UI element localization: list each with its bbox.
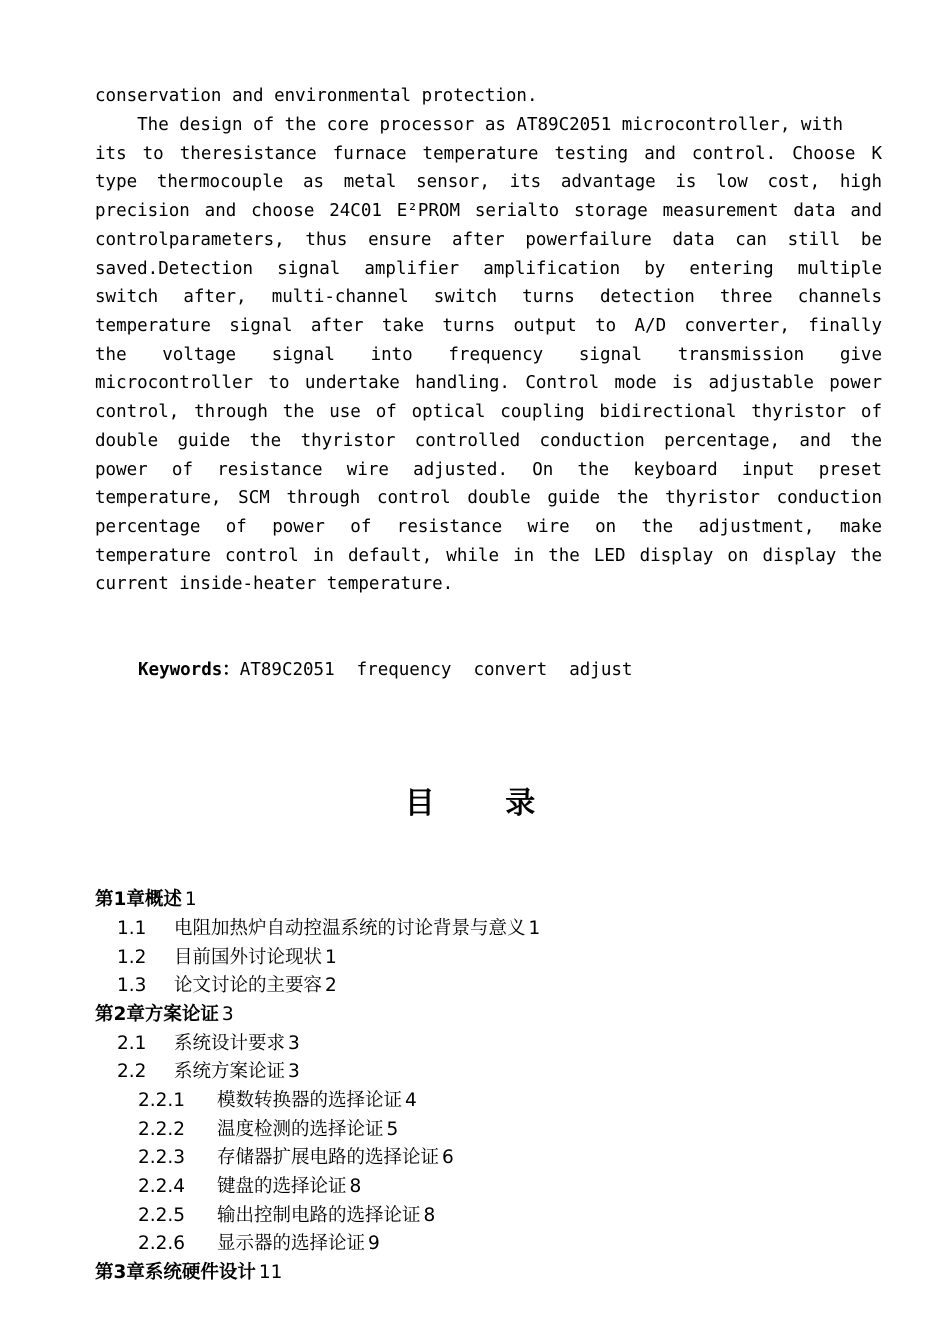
toc-number: 第2章 (95, 1004, 145, 1025)
toc-text: 输出控制电路的选择论证 (217, 1205, 421, 1226)
toc-page-number: 3 (288, 1033, 300, 1054)
toc-number: 2.2.2 (138, 1119, 186, 1140)
toc-text: 论文讨论的主要容 (174, 975, 323, 996)
abstract-line: switch after, multi-channel switch turns detection three channels (95, 287, 882, 307)
toc-text: 目前国外讨论现状 (174, 947, 323, 968)
toc-number: 1.3 (117, 975, 147, 996)
toc-subsection[interactable] (138, 1202, 435, 1230)
toc-subsection[interactable] (138, 1173, 361, 1201)
toc-page-number: 3 (221, 1004, 234, 1025)
abstract-line: precision and choose 24C01 E²PROM serialto storage measurement data and (95, 201, 882, 221)
toc-subsection[interactable] (138, 1144, 454, 1172)
toc-page-number: 8 (423, 1205, 436, 1226)
abstract-line: temperature, SCM through control double guide the thyristor conduction (95, 488, 882, 508)
toc-text: 方案论证 (144, 1004, 219, 1025)
toc-section[interactable] (117, 915, 540, 943)
toc-page-number: 1 (528, 918, 541, 939)
toc-text: 系统设计要求 (174, 1033, 286, 1054)
abstract-line: percentage of power of resistance wire on the adjustment, make (95, 517, 882, 537)
toc-number: 2.2.6 (138, 1233, 186, 1254)
toc-subsection[interactable] (138, 1230, 380, 1258)
toc-page-number: 1 (325, 947, 337, 968)
toc-subsection[interactable] (138, 1087, 417, 1115)
toc-page-number: 8 (349, 1176, 362, 1197)
toc-text: 温度检测的选择论证 (217, 1119, 384, 1140)
toc-number: 2.2.4 (138, 1176, 186, 1197)
toc-page-number: 9 (368, 1233, 380, 1254)
toc-chapter[interactable] (95, 1259, 282, 1287)
abstract-line: type thermocouple as metal sensor, its advantage is low cost, high (95, 172, 882, 192)
abstract-line: temperature control in default, while in the LED display on display the (95, 546, 882, 566)
toc-page-number: 1 (184, 889, 197, 910)
toc-section[interactable] (117, 1030, 300, 1058)
keyword: adjust (569, 660, 633, 680)
toc-text: 模数转换器的选择论证 (217, 1090, 403, 1111)
abstract-line: current inside-heater temperature. (95, 574, 454, 594)
toc-page-number: 5 (386, 1119, 399, 1140)
toc-page-number: 2 (325, 975, 337, 996)
abstract-line: double guide the thyristor controlled conduction percentage, and the (95, 431, 882, 451)
toc-number: 1.2 (117, 947, 147, 968)
toc-text: 键盘的选择论证 (217, 1176, 347, 1197)
toc-number: 2.2.3 (138, 1147, 186, 1168)
abstract-line: its to theresistance furnace temperature testing and control. Choose K (95, 144, 882, 164)
toc-page-number: 11 (258, 1262, 283, 1283)
abstract-line: The design of the core processor as AT89C2051 microcontroller, with (95, 115, 844, 135)
toc-subsection[interactable] (138, 1116, 398, 1144)
toc-number: 第1章 (95, 889, 145, 910)
abstract-line: temperature signal after take turns output to A/D converter, finally (95, 316, 882, 336)
abstract-line: saved.Detection signal amplifier amplification by entering multiple (95, 259, 882, 279)
keyword: AT89C2051 (239, 660, 335, 680)
keyword: convert (473, 660, 548, 680)
abstract-line: controlparameters, thus ensure after powerfailure data can still be (95, 230, 882, 250)
abstract-line: power of resistance wire adjusted. On the keyboard input preset (95, 460, 882, 480)
toc-section[interactable] (117, 1058, 300, 1086)
toc-number: 2.1 (117, 1033, 147, 1054)
toc-section[interactable] (117, 944, 337, 972)
toc-text: 存储器扩展电路的选择论证 (217, 1147, 440, 1168)
toc-page-number: 3 (288, 1061, 300, 1082)
abstract-line: microcontroller to undertake handling. Control mode is adjustable power (95, 373, 882, 393)
toc-chapter[interactable] (95, 886, 197, 914)
toc-section[interactable] (117, 972, 337, 1000)
toc-number: 2.2.1 (138, 1090, 186, 1111)
toc-page-number: 4 (405, 1090, 417, 1111)
toc-number: 1.1 (117, 918, 147, 939)
toc-text: 电阻加热炉自动控温系统的讨论背景与意义 (174, 918, 526, 939)
toc-page-number: 6 (442, 1147, 454, 1168)
abstract-line: the voltage signal into frequency signal transmission give (95, 345, 882, 365)
keywords-line (138, 656, 632, 685)
toc-text: 系统硬件设计 (144, 1262, 256, 1283)
abstract-line: control, through the use of optical coupling bidirectional thyristor of (95, 402, 882, 422)
toc-text: 概述 (144, 889, 182, 910)
keyword: frequency (356, 660, 452, 680)
keywords-label: Keywords： (138, 660, 240, 680)
abstract-line: conservation and environmental protection. (95, 86, 538, 106)
toc-number: 第3章 (95, 1262, 145, 1283)
toc-title: 目 录 (404, 786, 566, 821)
toc-text: 系统方案论证 (174, 1061, 286, 1082)
toc-chapter[interactable] (95, 1001, 234, 1029)
toc-text: 显示器的选择论证 (217, 1233, 366, 1254)
toc-number: 2.2.5 (138, 1205, 186, 1226)
toc-number: 2.2 (117, 1061, 147, 1082)
